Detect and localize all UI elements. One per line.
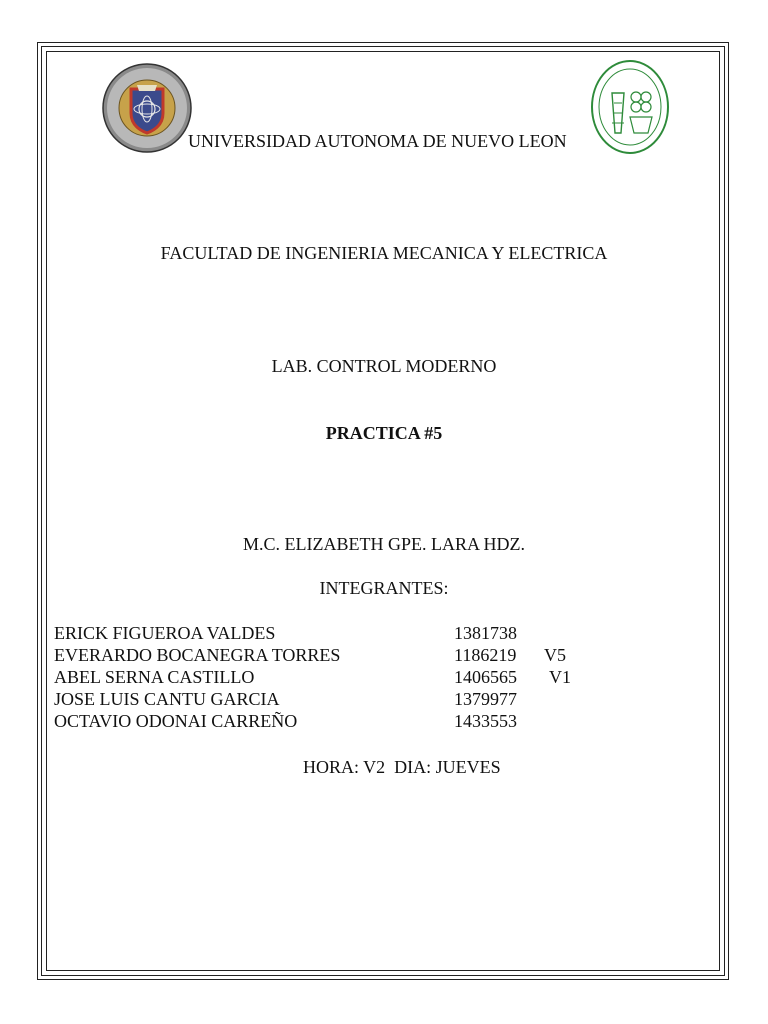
fime-seal-logo (590, 59, 670, 155)
members-heading: INTEGRANTES: (319, 578, 449, 598)
lab-title: LAB. CONTROL MODERNO (271, 356, 497, 376)
faculty-title: FACULTAD DE INGENIERIA MECANICA Y ELECTRICA (160, 243, 608, 263)
member-group: V5 (544, 645, 566, 665)
practice-title: PRACTICA #5 (325, 423, 443, 443)
schedule-line: HORA: V2 DIA: JUEVES (303, 757, 501, 777)
member-id: 1433553 (454, 711, 517, 731)
member-name: ERICK FIGUEROA VALDES (54, 623, 276, 643)
member-id: 1381738 (454, 623, 517, 643)
teacher-name: M.C. ELIZABETH GPE. LARA HDZ. (243, 534, 525, 554)
member-name: ABEL SERNA CASTILLO (54, 667, 255, 687)
member-name: EVERARDO BOCANEGRA TORRES (54, 645, 341, 665)
member-id: 1186219 (454, 645, 517, 665)
member-name: OCTAVIO ODONAI CARREÑO (54, 711, 298, 731)
university-title: UNIVERSIDAD AUTONOMA DE NUEVO LEON (188, 131, 567, 151)
member-group: V1 (549, 667, 571, 687)
uanl-seal-logo (101, 63, 193, 153)
member-name: JOSE LUIS CANTU GARCIA (54, 689, 280, 709)
member-id: 1379977 (454, 689, 517, 709)
member-id: 1406565 (454, 667, 517, 687)
page-border-inner (46, 51, 720, 971)
